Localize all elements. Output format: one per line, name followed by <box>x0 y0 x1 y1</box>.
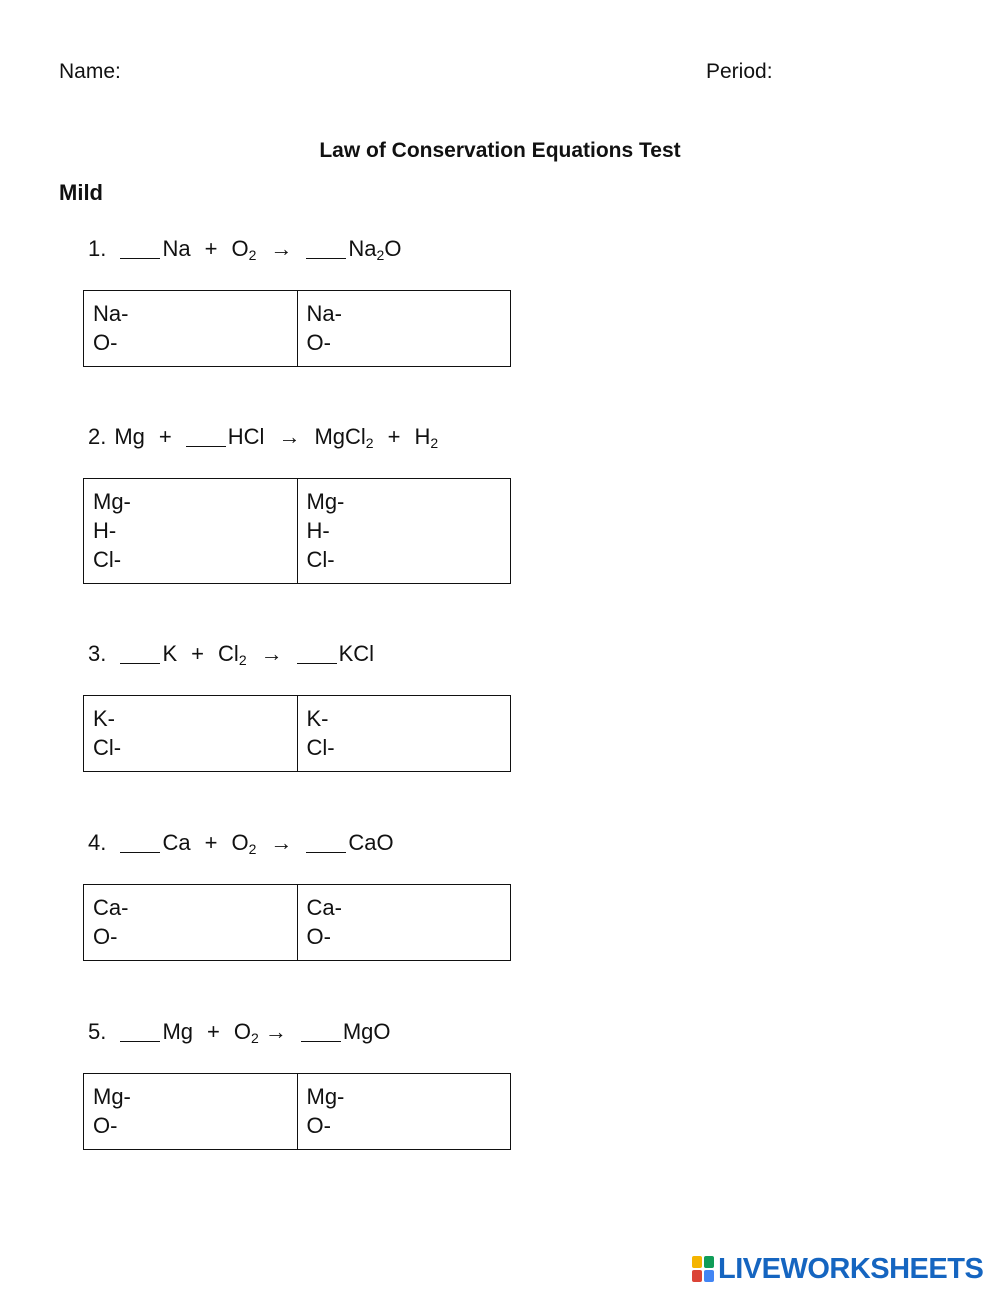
coefficient-blank[interactable] <box>120 832 160 853</box>
equation-number: 4. <box>88 830 107 855</box>
coefficient-blank[interactable] <box>186 426 226 447</box>
coefficient-blank[interactable] <box>120 1021 160 1042</box>
atom-count-table-1 <box>83 290 511 367</box>
page-title: Law of Conservation Equations Test <box>319 139 681 162</box>
products-cell: K- Cl- <box>297 696 511 772</box>
coefficient-blank[interactable] <box>306 832 346 853</box>
atom-count-table-5 <box>83 1073 511 1150</box>
atom-count-table-3 <box>83 695 511 772</box>
logo-mark-icon <box>692 1256 714 1282</box>
coefficient-blank[interactable] <box>301 1021 341 1042</box>
products-cell: Mg- H- Cl- <box>297 479 511 584</box>
coefficient-blank[interactable] <box>120 238 160 259</box>
equation-number: 3. <box>88 641 107 666</box>
liveworksheets-logo <box>692 1252 984 1285</box>
arrow-icon: → <box>270 830 293 855</box>
arrow-icon: → <box>278 424 301 449</box>
reactants-cell: K- Cl- <box>84 696 298 772</box>
equation-number: 5. <box>88 1019 107 1044</box>
equation-2: 2. Mg + HCl → MgCl$_2$ + $H_2$ <box>88 424 439 451</box>
equation-4: 4. $Ca + O_2$ → CaO <box>88 830 394 857</box>
equation-3: 3. $K + Cl_2$ → KCl <box>88 641 375 668</box>
products-cell: Mg- O- <box>297 1074 511 1150</box>
logo-text: LIVEWORKSHEETS <box>718 1252 984 1285</box>
arrow-icon: → <box>260 641 283 666</box>
products-cell: Ca- O- <box>297 885 511 961</box>
reactants-cell: Mg- O- <box>84 1074 298 1150</box>
equation-number: 1. <box>88 236 107 261</box>
coefficient-blank[interactable] <box>306 238 346 259</box>
arrow-icon: → <box>270 236 293 261</box>
equation-5: 5. $Mg + O_2$ → MgO <box>88 1019 391 1046</box>
products-cell: Na- O- <box>297 291 511 367</box>
atom-count-table-4 <box>83 884 511 961</box>
period-label: Period: <box>706 60 773 83</box>
reactants-cell: Na- O- <box>84 291 298 367</box>
name-label: Name: <box>59 60 121 83</box>
atom-count-table-2 <box>83 478 511 584</box>
section-heading: Mild <box>59 180 103 205</box>
reactants-cell: Ca- O- <box>84 885 298 961</box>
reactants-cell: Mg- H- Cl- <box>84 479 298 584</box>
equation-1: 1. $Na + O_2 \to Na_2O$ <box>88 236 402 263</box>
arrow-icon: → <box>264 1019 287 1044</box>
equation-number: 2. <box>88 424 107 449</box>
coefficient-blank[interactable] <box>297 643 337 664</box>
coefficient-blank[interactable] <box>120 643 160 664</box>
